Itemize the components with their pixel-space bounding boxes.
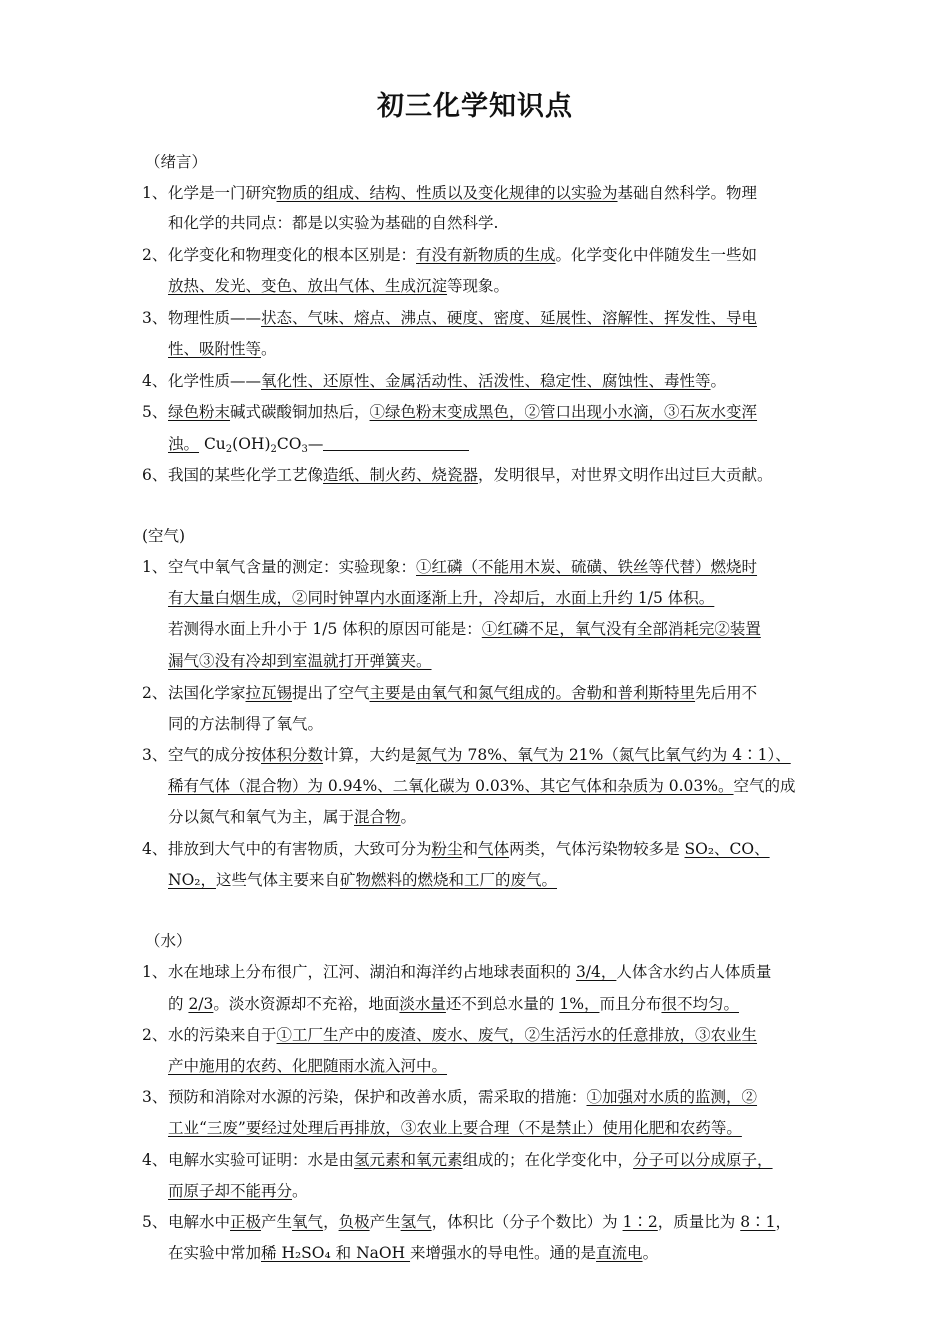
text-run: 法国化学家 xyxy=(168,684,246,702)
text-run: 人体含水约占人体质量 xyxy=(616,963,772,981)
text-run: 还不到总水量的 xyxy=(445,995,560,1013)
underlined-key-term: 性、吸附性等 xyxy=(168,340,262,358)
item-text-line xyxy=(168,557,757,577)
text-run: 水在地球上分布很广，江河、湖泊和海洋约占地球表面积的 xyxy=(168,963,576,981)
underlined-key-term: 而原子却不能再分 xyxy=(168,1182,293,1200)
text-run: 组成的；在化学变化中， xyxy=(462,1151,634,1169)
item-text-line xyxy=(168,619,761,639)
subscript: 2 xyxy=(225,444,233,455)
text-run: 计算，大约是 xyxy=(323,746,417,764)
underlined-key-term: 气体 xyxy=(478,840,510,858)
underlined-key-term: 有没有新物质的生成 xyxy=(416,246,556,264)
item-number: 1、 xyxy=(142,184,168,202)
item-text-line xyxy=(168,962,771,982)
underlined-key-term: 8∶1 xyxy=(740,1213,776,1231)
underlined-key-term: 负极 xyxy=(338,1213,370,1231)
item-text-line xyxy=(168,994,739,1014)
item-text-line xyxy=(168,651,432,671)
item-text-line xyxy=(168,870,557,890)
text-run: 电解水中 xyxy=(168,1213,231,1231)
item-text-line xyxy=(168,683,757,703)
item-text-line xyxy=(168,1087,757,1107)
text-run: 。 xyxy=(710,372,727,390)
text-run: 物理性质—— xyxy=(168,309,262,327)
item-text-line xyxy=(168,1243,658,1263)
underlined-key-term: 分子可以分成原子， xyxy=(633,1151,773,1169)
underlined-key-term: 产中施用的农药、化肥随雨水流入河中。 xyxy=(168,1057,448,1075)
text-run: ，发明很早，对世界文明作出过巨大贡献。 xyxy=(478,466,773,484)
text-run: 。淡水资源却不充裕，地面 xyxy=(213,995,400,1013)
text-run: 提出了空气 xyxy=(292,684,370,702)
text-run: 等现象。 xyxy=(447,277,510,295)
underlined-key-term: 主要是由氧气和氮气组成的。舍勒和普利斯特里 xyxy=(369,684,696,702)
page-title: 初三化学知识点 xyxy=(377,91,573,122)
text-run: — xyxy=(307,435,324,453)
item-number: 4、 xyxy=(142,1151,168,1169)
text-run: ，体积比（分子个数比）为 xyxy=(431,1213,623,1231)
item-number: 1、 xyxy=(142,963,168,981)
text-run: CO xyxy=(276,435,302,453)
item-text-line xyxy=(168,714,323,734)
item-number: 6、 xyxy=(142,466,168,484)
underlined-key-term: NO₂， xyxy=(168,871,216,889)
underlined-key-term: 造纸、制火药、烧瓷器 xyxy=(323,466,479,484)
text-run: ，质量比为 xyxy=(657,1213,741,1231)
underlined-key-term: 浊。 xyxy=(168,435,200,453)
text-run: 。 xyxy=(292,1182,308,1200)
item-text-line xyxy=(168,245,757,265)
section-heading: （水） xyxy=(145,932,192,950)
underlined-key-term: ①绿色粉末变成黑色，②管口出现小水滴，③石灰水变浑 xyxy=(369,403,758,421)
text-run: 基础自然科学。物理 xyxy=(617,184,758,202)
underlined-key-term: ①红磷（不能用木炭、硫磺、铁丝等代替）燃烧时 xyxy=(416,558,758,576)
item-text-line xyxy=(168,1056,447,1076)
text-run: 碱式碳酸铜加热后， xyxy=(230,403,370,421)
underlined-key-term: 体积分数 xyxy=(261,746,324,764)
underlined-key-term: 有大量白烟生成，②同时钟罩内水面逐渐上升，冷却后，水面上升约 1/5 体积。 xyxy=(168,589,715,607)
item-text-line xyxy=(168,371,726,391)
item-text-line xyxy=(168,745,791,765)
item-text-line xyxy=(168,776,796,796)
item-text-line xyxy=(168,1212,791,1232)
item-text-line xyxy=(168,183,757,203)
item-text-line xyxy=(168,465,773,485)
item-number: 3、 xyxy=(142,746,168,764)
text-run: 预防和消除对水源的污染，保护和改善水质，需采取的措施： xyxy=(168,1088,587,1106)
item-number: 2、 xyxy=(142,684,168,702)
item-text-line xyxy=(168,276,509,296)
item-number: 5、 xyxy=(142,403,168,421)
underlined-key-term: 很不均匀。 xyxy=(661,995,739,1013)
fill-in-blank xyxy=(323,436,469,451)
text-run: 和化学的共同点：都是以实验为基础的自然科学. xyxy=(168,214,499,232)
underlined-key-term: 淡水量 xyxy=(399,995,446,1013)
text-run: 分以氮气和氧气为主，属于 xyxy=(168,808,355,826)
text-run: 产生 xyxy=(369,1213,401,1231)
item-number: 4、 xyxy=(142,840,168,858)
underlined-key-term: 拉瓦锡 xyxy=(245,684,293,702)
text-run: 化学是一门研究 xyxy=(168,184,277,202)
item-number: 3、 xyxy=(142,1088,168,1106)
underlined-key-term: 氢元素和氧元素 xyxy=(354,1151,463,1169)
item-text-line xyxy=(168,839,770,859)
underlined-key-term: 物质的组成、结构、性质以及变化规律的以实验为 xyxy=(276,184,618,202)
item-text-line xyxy=(168,308,757,328)
underlined-key-term: 2/3 xyxy=(188,995,214,1013)
text-run: 排放到大气中的有害物质，大致可分为 xyxy=(168,840,432,858)
item-number: 3、 xyxy=(142,309,168,327)
text-run: 化学性质—— xyxy=(168,372,262,390)
text-run: 空气的成分按 xyxy=(168,746,262,764)
text-run: 。 xyxy=(642,1244,659,1262)
underlined-key-term: 矿物燃料的燃烧和工厂的废气。 xyxy=(340,871,558,889)
underlined-key-term: 1%， xyxy=(559,995,600,1013)
text-run: (OH) xyxy=(232,435,271,453)
item-text-line xyxy=(168,213,498,233)
text-run: 产生 xyxy=(261,1213,293,1231)
text-run: Cu xyxy=(199,435,226,453)
underlined-key-term: 1∶2 xyxy=(622,1213,658,1231)
text-run: 我国的某些化学工艺像 xyxy=(168,466,324,484)
underlined-key-term: 氧化性、还原性、金属活动性、活泼性、稳定性、腐蚀性、毒性等 xyxy=(261,372,711,390)
underlined-key-term: 混合物 xyxy=(354,808,401,826)
underlined-key-term: 氧气 xyxy=(292,1213,324,1231)
text-run: 这些气体主要来自 xyxy=(215,871,340,889)
underlined-key-term: 直流电 xyxy=(596,1244,643,1262)
text-run: 和 xyxy=(462,840,479,858)
text-run: 空气的成 xyxy=(733,777,796,795)
underlined-key-term: 氢气 xyxy=(400,1213,432,1231)
text-run: 。 xyxy=(261,340,277,358)
item-text-line xyxy=(168,339,277,359)
underlined-key-term: ①工厂生产中的废渣、废水、废气，②生活污水的任意排放，③农业生 xyxy=(276,1026,758,1044)
underlined-key-term: 漏气③没有冷却到室温就打开弹簧夹。 xyxy=(168,652,432,670)
item-number: 2、 xyxy=(142,1026,168,1044)
text-run: ， xyxy=(323,1213,339,1231)
text-run: 水的污染来自于 xyxy=(168,1026,277,1044)
underlined-key-term: 状态、气味、熔点、沸点、硬度、密度、延展性、溶解性、挥发性、导电 xyxy=(261,309,758,327)
text-run: 化学变化和物理变化的根本区别是： xyxy=(168,246,417,264)
item-text-line xyxy=(168,1025,757,1045)
underlined-key-term: 放热、发光、变色、放出气体、生成沉淀 xyxy=(168,277,448,295)
item-text-line xyxy=(168,1150,773,1170)
underlined-key-term: 3/4， xyxy=(575,963,617,981)
item-number: 1、 xyxy=(142,558,168,576)
text-run: 若测得水面上升小于 1/5 体积的原因可能是： xyxy=(168,620,482,638)
item-number: 4、 xyxy=(142,372,168,390)
underlined-key-term: ①加强对水质的监测，② xyxy=(586,1088,758,1106)
item-text-line xyxy=(168,807,416,827)
text-run: ， xyxy=(775,1213,791,1231)
underlined-key-term: ①红磷不足，氧气没有全部消耗完②装置 xyxy=(481,620,761,638)
item-number: 5、 xyxy=(142,1213,168,1231)
text-run: 电解水实验可证明：水是由 xyxy=(168,1151,355,1169)
item-text-line xyxy=(168,1181,308,1201)
section-heading: （绪言） xyxy=(145,153,208,171)
item-text-line xyxy=(168,1118,742,1138)
text-run: 而且分布 xyxy=(599,995,662,1013)
subscript: 2 xyxy=(270,444,277,455)
item-text-line xyxy=(168,434,469,454)
underlined-key-term: 稀 H₂SO₄ 和 NaOH xyxy=(261,1244,411,1262)
underlined-key-term: SO₂、CO、 xyxy=(684,840,770,858)
underlined-key-term: 正极 xyxy=(230,1213,262,1231)
item-text-line xyxy=(168,402,757,422)
text-run: 空气中氧气含量的测定：实验现象： xyxy=(168,558,417,576)
section-heading: (空气) xyxy=(142,527,186,545)
text-run: 。 xyxy=(400,808,417,826)
text-run: 在实验中常加 xyxy=(168,1244,262,1262)
text-run: 先后用不 xyxy=(695,684,758,702)
underlined-key-term: 绿色粉末 xyxy=(168,403,231,421)
item-text-line xyxy=(168,588,714,608)
item-number: 2、 xyxy=(142,246,168,264)
subscript: 3 xyxy=(301,444,308,455)
underlined-key-term: 工业“三废”要经过处理后再排放，③农业上要合理（不是禁止）使用化肥和农药等。 xyxy=(168,1119,742,1137)
text-run: 同的方法制得了氧气。 xyxy=(168,715,324,733)
text-run: 。化学变化中伴随发生一些如 xyxy=(555,246,758,264)
underlined-key-term: 氮气为 78%、氧气为 21%（氮气比氧气约为 4∶1）、 xyxy=(416,746,791,764)
text-run: 两类，气体污染物较多是 xyxy=(509,840,685,858)
text-run: 来增强水的导电性。通的是 xyxy=(410,1244,597,1262)
text-run: 的 xyxy=(168,995,189,1013)
underlined-key-term: 粉尘 xyxy=(431,840,463,858)
underlined-key-term: 稀有气体（混合物）为 0.94%、二氧化碳为 0.03%、其它气体和杂质为 0.03%。 xyxy=(168,777,734,795)
